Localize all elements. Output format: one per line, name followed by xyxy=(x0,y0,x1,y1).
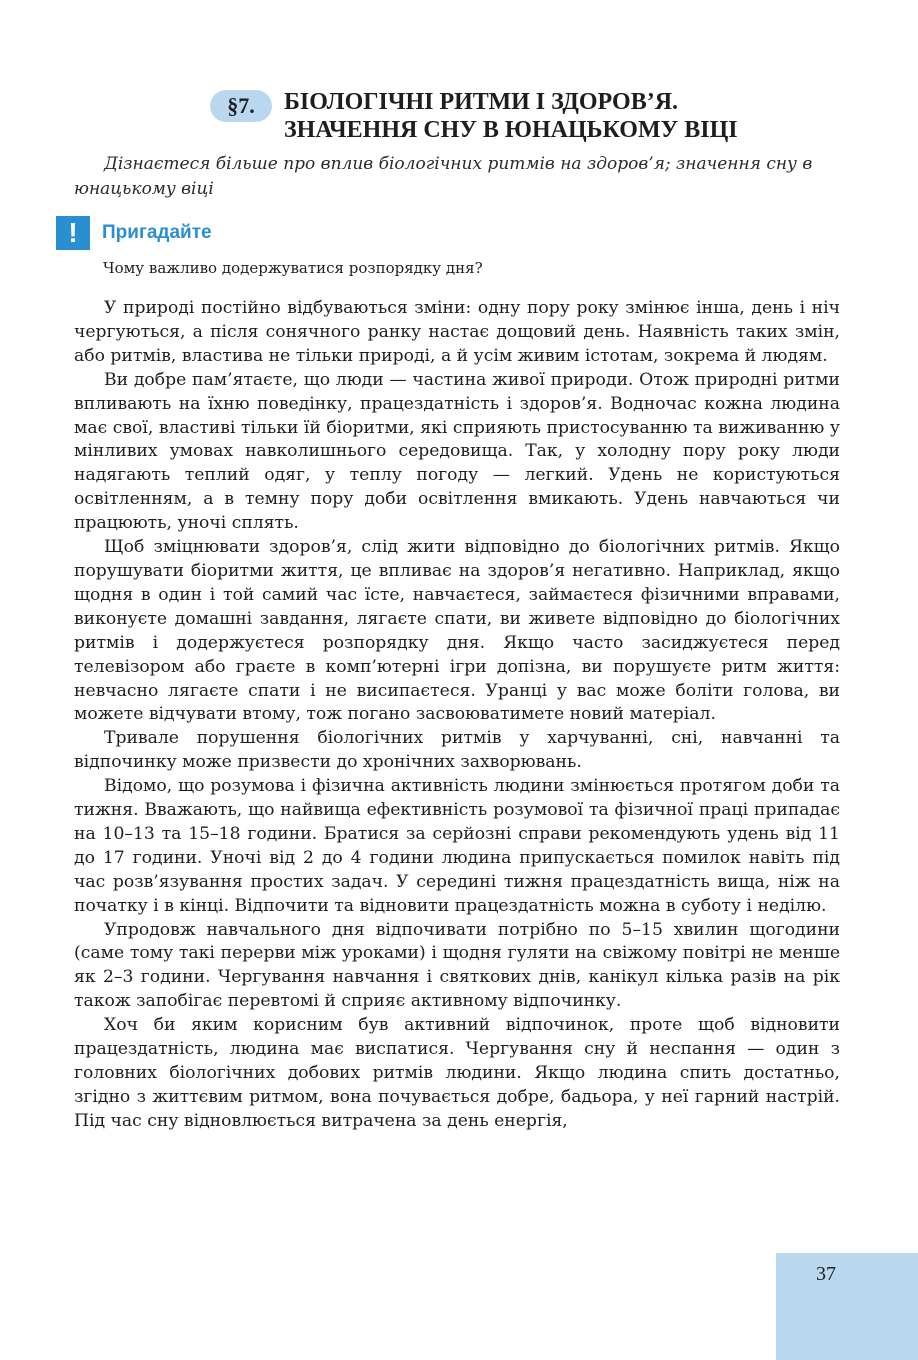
paragraph: Упродовж навчального дня відпочивати потрібно по 5–15 хвилин щогодини (саме тому такі перерви між уроками) і щодня гуляти на свіжому повітрі не менше як 2–3 години. Чергування навчання і святкових днів, канікул кілька разів на рік також запобігає перевтомі й сприяє активному відпочинку. xyxy=(74,919,840,1012)
remember-question: Чому важливо додержуватися розпорядку дня? xyxy=(103,259,483,277)
page-number-tab xyxy=(776,1253,918,1360)
body-text xyxy=(74,297,840,1134)
section-title xyxy=(284,88,844,144)
paragraph: Ви добре пам’ятаєте, що люди — частина живої природи. Отож природні ритми впливають на їхню поведінку, працездатність і здоров’я. Водночас кожна людина має свої, властиві тільки їй біоритми, які сприяють пристосуванню та виживанню у мінливих умовах навколишнього середовища. Так, у холодну пору року люди надягають теплий одяг, у теплу погоду — легкий. Удень не користуються освітленням, а в темну пору доби освітлення вмикають. Удень навчаються чи працюють, уночі сплять. xyxy=(74,369,840,534)
paragraph: Хоч би яким корисним був активний відпочинок, проте щоб відновити працездатність, людина має виспатися. Чергування сну й неспання — один з головних біологічних добових ритмів людини. Якщо людина спить достатньо, згідно з життєвим ритмом, вона почувається добре, бадьора, у неї гарний настрій. Під час сну відновлюється витрачена за день енергія, xyxy=(74,1015,840,1131)
exclamation-icon: ! xyxy=(56,216,90,250)
paragraph: У природі постійно відбуваються зміни: одну пору року змінює інша, день і ніч чергуються, а після сонячного ранку настає дощовий день. Наявність таких змін, або ритмів, властива не тільки природі, а й усім живим істотам, зокрема й людям. xyxy=(74,298,840,366)
page-number: 37 xyxy=(816,1263,836,1285)
section-title-line-1: БІОЛОГІЧНІ РИТМИ І ЗДОРОВ’Я. xyxy=(284,89,679,115)
section-number-badge: §7. xyxy=(210,90,272,122)
paragraph: Щоб зміцнювати здоров’я, слід жити відповідно до біологічних ритмів. Якщо порушувати біоритми життя, це впливає на здоров’я негативно. Наприклад, якщо щодня в один і той самий час їсте, навчаєтеся, займаєтеся фізичними вправами, виконуєте домашні завдання, лягаєте спати, ви живете відповідно до біологічних ритмів і додержуєтеся розпорядку дня. Якщо часто засиджуєтеся перед телевізором або граєте в комп’ютерні ігри допізна, ви порушуєте ритм життя: невчасно лягаєте спати і не висипаєтеся. Уранці у вас може боліти голова, ви можете відчувати втому, тож погано засвоюватимете новий матеріал. xyxy=(74,537,840,725)
paragraph: Відомо, що розумова і фізична активність людини змінюється протягом доби та тижня. Вважають, що найвища ефективність розумової та фізичної праці припадає на 10–13 та 15–18 години. Братися за серйозні справи рекомендують удень від 11 до 17 години. Уночі від 2 до 4 години людина припускається помилок навіть під час розв’язування простих задач. У середині тижня працездатність вища, ніж на початку і в кінці. Відпочити та відновити працездатність можна в суботу і неділю. xyxy=(74,776,840,916)
section-subtitle: Дізнаєтеся більше про вплив біологічних ритмів на здоров’я; значення сну в юнацькому віці xyxy=(74,154,813,199)
remember-block xyxy=(56,216,856,256)
remember-title: Пригадайте xyxy=(102,222,212,243)
paragraph: Тривале порушення біологічних ритмів у харчуванні, сні, навчанні та відпочинку може призвести до хронічних захворювань. xyxy=(74,728,840,773)
section-title-line-2: ЗНАЧЕННЯ СНУ В ЮНАЦЬКОМУ ВІЦІ xyxy=(284,117,738,143)
